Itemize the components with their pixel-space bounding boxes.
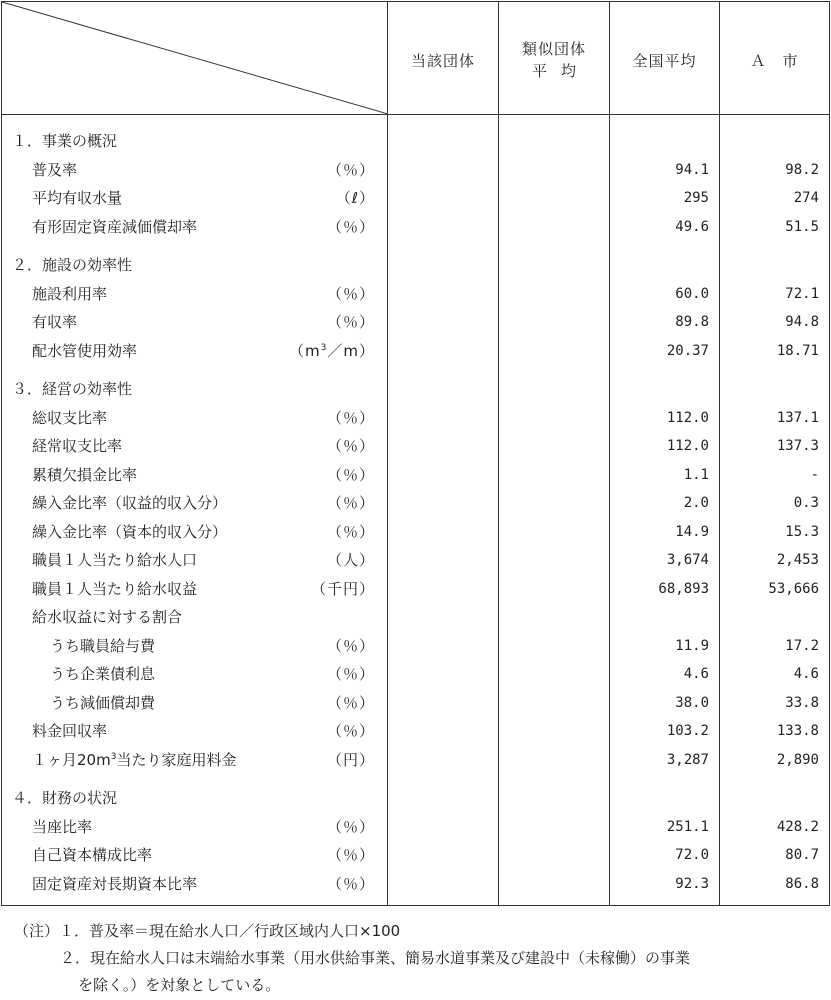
footnote-2: ２．現在給水人口は末端給水事業（用水供給事業、簡易水道事業及び建設中（未稼働）の事業 xyxy=(60,949,691,967)
row-unit: （％） xyxy=(326,817,375,836)
similar-average-value xyxy=(499,689,609,718)
similar-average-value xyxy=(499,518,609,547)
national-average-value: 112.0 xyxy=(666,409,709,426)
table-row-label xyxy=(2,689,387,718)
national-average-value: 295 xyxy=(683,190,709,206)
table-row-label xyxy=(2,337,387,366)
similar-average-value xyxy=(499,404,609,433)
entity-value xyxy=(388,308,498,337)
national-average-value: 112.0 xyxy=(666,438,709,454)
national-average-value: 251.1 xyxy=(666,818,709,835)
entity-value xyxy=(388,518,498,547)
row-label: 経常収支比率 xyxy=(32,437,123,455)
entity-value xyxy=(388,575,498,604)
row-label: 配水管使用効率 xyxy=(32,341,138,360)
row-label: 給水収益に対する割合 xyxy=(32,608,183,626)
national-average-value: 3,674 xyxy=(666,552,709,568)
similar-average-value xyxy=(499,337,609,366)
similar-average-value xyxy=(499,156,609,185)
entity-value xyxy=(388,841,498,870)
city-a-value: 86.8 xyxy=(785,875,819,892)
row-label: 自己資本構成比率 xyxy=(32,846,153,864)
section-title-text: ２．施設の効率性 xyxy=(12,256,133,274)
table-row-label xyxy=(2,603,387,632)
row-label: 繰入金比率（収益的収入分） xyxy=(32,494,228,512)
city-a-value: 18.71 xyxy=(776,342,819,359)
table-row-label xyxy=(2,632,387,661)
section-title xyxy=(2,251,387,280)
row-label: 職員１人当たり給水人口 xyxy=(32,551,198,569)
similar-average-value xyxy=(499,813,609,842)
city-a-value: - xyxy=(810,466,819,483)
footnote-1: （注）１．普及率＝現在給水人口／行政区域内人口×100 xyxy=(14,922,401,940)
city-a-value: 137.1 xyxy=(776,409,819,426)
city-a-value xyxy=(720,603,829,632)
table-row-label xyxy=(2,575,387,604)
city-a-value: 51.5 xyxy=(785,218,819,235)
similar-average-value xyxy=(499,184,609,213)
entity-value xyxy=(388,404,498,433)
header-col-entity: 当該団体 xyxy=(388,2,499,115)
table-row-label xyxy=(2,841,387,870)
entity-column xyxy=(388,115,499,906)
header-col-similar-average: 類似団体 平均 xyxy=(499,2,610,115)
entity-value xyxy=(388,184,498,213)
row-unit: （人） xyxy=(326,551,375,569)
national-average-column xyxy=(610,115,720,906)
city-a-value: 33.8 xyxy=(785,694,819,711)
city-a-value: 80.7 xyxy=(785,847,819,863)
city-a-value: 15.3 xyxy=(785,523,819,540)
similar-average-value xyxy=(499,213,609,242)
city-a-value: 428.2 xyxy=(776,818,819,835)
section-title-text: ４．財務の状況 xyxy=(12,789,118,807)
row-label: 当座比率 xyxy=(32,817,93,836)
row-unit: （千円） xyxy=(310,579,375,598)
row-label: 料金回収率 xyxy=(32,722,108,740)
table-row-label xyxy=(2,660,387,689)
table-row-label xyxy=(2,746,387,775)
city-a-value: 98.2 xyxy=(785,161,819,178)
similar-average-value xyxy=(499,603,609,632)
national-average-value: 1.1 xyxy=(683,466,709,483)
footnotes xyxy=(14,918,690,999)
similar-average-value xyxy=(499,660,609,689)
row-label: 累積欠損金比率 xyxy=(32,465,138,484)
row-label: うち減価償却費 xyxy=(50,693,156,712)
national-average-value: 89.8 xyxy=(675,314,709,330)
table-row-label xyxy=(2,489,387,518)
city-a-value: 2,453 xyxy=(776,552,819,568)
national-average-value: 94.1 xyxy=(675,161,709,178)
similar-average-value xyxy=(499,717,609,746)
header-col-national-average: 全国平均 xyxy=(610,2,720,115)
row-unit: （％） xyxy=(326,313,375,331)
similar-average-value xyxy=(499,841,609,870)
city-a-value: 137.3 xyxy=(776,438,819,454)
entity-value xyxy=(388,213,498,242)
section-title xyxy=(2,784,387,813)
similar-average-column xyxy=(499,115,610,906)
similar-average-value xyxy=(499,308,609,337)
row-unit: （％） xyxy=(326,665,375,683)
table-row-label xyxy=(2,461,387,490)
row-unit: （円） xyxy=(326,750,375,769)
city-a-value: 4.6 xyxy=(793,666,819,682)
table-row-label xyxy=(2,404,387,433)
national-average-value: 49.6 xyxy=(675,218,709,235)
entity-value xyxy=(388,337,498,366)
national-average-value: 72.0 xyxy=(675,847,709,863)
city-a-value: 53,666 xyxy=(768,580,819,597)
entity-value xyxy=(388,280,498,309)
entity-value xyxy=(388,432,498,461)
row-label: うち職員給与費 xyxy=(50,636,156,655)
entity-value xyxy=(388,603,498,632)
entity-value xyxy=(388,746,498,775)
row-label: 施設利用率 xyxy=(32,284,108,303)
row-label: うち企業債利息 xyxy=(50,665,156,683)
similar-average-value xyxy=(499,280,609,309)
label-column xyxy=(2,115,388,906)
entity-value xyxy=(388,156,498,185)
table-row-label xyxy=(2,717,387,746)
national-average-value: 20.37 xyxy=(666,342,709,359)
table-row-label xyxy=(2,184,387,213)
national-average-value: 92.3 xyxy=(675,875,709,892)
row-label: 繰入金比率（資本的収入分） xyxy=(32,522,228,541)
table-row-label xyxy=(2,813,387,842)
entity-value xyxy=(388,546,498,575)
row-unit: （％） xyxy=(326,693,375,712)
row-unit: （％） xyxy=(326,408,375,427)
entity-value xyxy=(388,660,498,689)
similar-average-value xyxy=(499,432,609,461)
table-row-label xyxy=(2,308,387,337)
entity-value xyxy=(388,689,498,718)
row-label: 平均有収水量 xyxy=(32,189,123,207)
row-label: 総収支比率 xyxy=(32,408,108,427)
national-average-value: 103.2 xyxy=(666,723,709,739)
national-average-value: 14.9 xyxy=(675,523,709,540)
row-unit: （％） xyxy=(326,636,375,655)
table-row-label xyxy=(2,870,387,899)
table-row-label xyxy=(2,280,387,309)
table-header-row xyxy=(2,2,830,115)
row-unit: （％） xyxy=(326,437,375,455)
entity-value xyxy=(388,870,498,899)
row-label: １ヶ月$20m^3$当たり家庭用料金 xyxy=(32,750,237,769)
national-average-value: 3,287 xyxy=(666,751,709,768)
similar-average-value xyxy=(499,870,609,899)
table-row-label xyxy=(2,432,387,461)
row-unit: （％） xyxy=(326,846,375,864)
row-unit: （％） xyxy=(326,494,375,512)
city-a-value: 274 xyxy=(793,190,819,206)
entity-value xyxy=(388,489,498,518)
similar-average-value xyxy=(499,632,609,661)
row-label: 有収率 xyxy=(32,313,78,331)
row-unit: （％） xyxy=(326,465,375,484)
similar-average-value xyxy=(499,746,609,775)
row-unit: （％） xyxy=(326,160,375,179)
table-row-label xyxy=(2,518,387,547)
row-unit: （％） xyxy=(326,722,375,740)
national-average-value xyxy=(610,603,719,632)
row-unit: （％） xyxy=(326,217,375,236)
section-title xyxy=(2,375,387,404)
city-a-value: 17.2 xyxy=(785,637,819,654)
entity-value xyxy=(388,461,498,490)
row-label: 固定資産対長期資本比率 xyxy=(32,874,198,893)
national-average-value: 4.6 xyxy=(683,666,709,682)
water-utility-indicator-table xyxy=(1,1,830,906)
similar-average-value xyxy=(499,489,609,518)
city-a-value: 72.1 xyxy=(785,285,819,302)
national-average-value: 38.0 xyxy=(675,694,709,711)
row-unit: （ℓ） xyxy=(335,189,375,207)
city-a-value: 94.8 xyxy=(785,314,819,330)
footnote-2-continued: を除く。）を対象としている。 xyxy=(78,976,281,994)
diagonal-corner-cell xyxy=(2,2,388,115)
similar-average-value xyxy=(499,461,609,490)
city-a-value: 133.8 xyxy=(776,723,819,739)
row-unit: $(m^3/m)$ xyxy=(289,341,375,360)
entity-value xyxy=(388,717,498,746)
row-label: 有形固定資産減価償却率 xyxy=(32,217,198,236)
similar-average-value xyxy=(499,546,609,575)
table-body-row xyxy=(2,115,830,906)
diagonal-line xyxy=(2,2,388,114)
row-unit: （％） xyxy=(326,284,375,303)
row-label: 職員１人当たり給水収益 xyxy=(32,579,198,598)
header-col-city-a: Ａ 市 xyxy=(720,2,830,115)
entity-value xyxy=(388,813,498,842)
national-average-value: 60.0 xyxy=(675,285,709,302)
similar-average-value xyxy=(499,575,609,604)
table-row-label xyxy=(2,213,387,242)
national-average-value: 11.9 xyxy=(675,637,709,654)
city-a-column xyxy=(720,115,830,906)
row-unit: （％） xyxy=(326,874,375,893)
table-row-label xyxy=(2,546,387,575)
section-title-text: ３．経営の効率性 xyxy=(12,380,133,398)
entity-value xyxy=(388,632,498,661)
section-title-text: １．事業の概況 xyxy=(12,132,118,150)
table-row-label xyxy=(2,156,387,185)
city-a-value: 0.3 xyxy=(793,495,819,511)
national-average-value: 2.0 xyxy=(683,495,709,511)
city-a-value: 2,890 xyxy=(776,751,819,768)
national-average-value: 68,893 xyxy=(658,580,709,597)
row-label: 普及率 xyxy=(32,160,78,179)
section-title xyxy=(2,127,387,156)
row-unit: （％） xyxy=(326,522,375,541)
